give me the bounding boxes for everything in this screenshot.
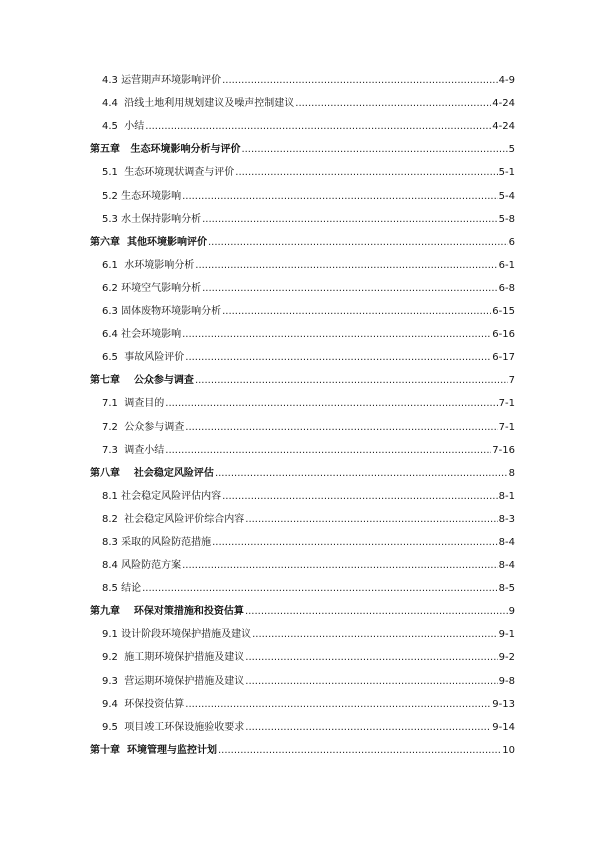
toc-entry-title: 5.3 水土保持影响分析	[102, 213, 202, 225]
toc-page-number-wrap	[492, 98, 515, 110]
toc-leader-dots	[222, 306, 491, 318]
toc-page-number: 6	[508, 236, 515, 248]
toc-leader-dots	[235, 167, 497, 179]
toc-entry-title: 7.3 调查小结	[102, 444, 165, 456]
toc-page-number: 7-1	[498, 421, 515, 433]
toc-page-number: 5	[508, 144, 515, 156]
toc-page-number-wrap	[499, 491, 515, 503]
toc-entry-title: 7.2 公众参与调查	[102, 421, 185, 433]
toc-entry-title: 8.5 结论	[102, 583, 142, 595]
toc-leader-dots	[185, 422, 497, 434]
toc-leader-dots	[182, 329, 491, 341]
toc-entry-title: 9.5 项目竣工环保设施验收要求	[102, 721, 245, 733]
toc-entry-title: 第九章 环保对策措施和投资估算	[90, 606, 244, 618]
toc-page-number: 8-3	[498, 513, 515, 525]
toc-leader-dots	[241, 144, 507, 156]
toc-entry-title: 6.5 事故风险评价	[102, 352, 185, 364]
toc-page-number-wrap	[499, 283, 515, 295]
toc-page-number-wrap	[492, 445, 515, 457]
toc-leader-dots	[252, 629, 498, 641]
toc-page-number: 8-4	[498, 560, 515, 572]
toc-page-number: 7-1	[498, 398, 515, 410]
toc-chapter-entry[interactable]	[0, 138, 595, 161]
toc-chapter-entry[interactable]	[0, 462, 595, 485]
toc-page-number-wrap	[499, 583, 515, 595]
table-of-contents	[0, 69, 595, 762]
toc-leader-dots	[182, 560, 498, 572]
toc-section-entry[interactable]	[0, 300, 595, 323]
toc-entry-title: 第八章 社会稳定风险评估	[90, 467, 214, 479]
toc-page-number: 5-1	[498, 167, 515, 179]
toc-page-number-wrap	[509, 144, 515, 156]
toc-page-number: 4-24	[492, 121, 515, 133]
toc-page-number-wrap	[499, 260, 515, 272]
toc-entry-title: 9.2 施工期环境保护措施及建议	[102, 652, 245, 664]
toc-entry-title: 第五章 生态环境影响分析与评价	[90, 144, 241, 156]
toc-entry-title: 8.3 采取的风险防范措施	[102, 536, 212, 548]
toc-entry-title: 9.4 环保投资估算	[102, 698, 185, 710]
toc-section-entry[interactable]	[0, 693, 595, 716]
toc-entry-title: 7.1 调查目的	[102, 398, 165, 410]
toc-page-number-wrap	[492, 121, 515, 133]
toc-leader-dots	[185, 352, 491, 364]
toc-section-entry[interactable]	[0, 254, 595, 277]
toc-entry-title: 8.2 社会稳定风险评价综合内容	[102, 513, 245, 525]
toc-entry-title: 第十章 环境管理与监控计划	[90, 744, 217, 756]
toc-entry-title: 6.4 社会环境影响	[102, 329, 182, 341]
toc-entry-title: 6.1 水环境影响分析	[102, 259, 195, 271]
toc-section-entry[interactable]	[0, 115, 595, 138]
toc-entry-title: 6.2 环境空气影响分析	[102, 282, 202, 294]
toc-page-number: 5-8	[498, 213, 515, 225]
toc-page-number-wrap	[492, 699, 515, 711]
toc-page-number-wrap	[509, 606, 515, 618]
toc-leader-dots	[222, 75, 498, 87]
toc-section-entry[interactable]	[0, 508, 595, 531]
toc-leader-dots	[142, 583, 498, 595]
toc-section-entry[interactable]	[0, 277, 595, 300]
toc-page-number-wrap	[499, 191, 515, 203]
toc-chapter-entry[interactable]	[0, 739, 595, 762]
toc-leader-dots	[185, 699, 491, 711]
toc-page-number-wrap	[509, 468, 515, 480]
toc-page-number: 4-24	[492, 98, 515, 110]
toc-page-number: 9-2	[498, 652, 515, 664]
toc-page-number-wrap	[499, 75, 515, 87]
toc-page-number: 6-16	[492, 329, 515, 341]
toc-page-number: 4-9	[498, 75, 515, 87]
toc-page-number: 8-4	[498, 536, 515, 548]
toc-leader-dots	[245, 652, 497, 664]
toc-entry-title: 8.1 社会稳定风险评估内容	[102, 490, 222, 502]
toc-entry-title: 5.1 生态环境现状调查与评价	[102, 167, 235, 179]
toc-page-number: 9-1	[498, 629, 515, 641]
toc-page-number: 9-8	[498, 675, 515, 687]
toc-entry-title: 9.3 营运期环境保护措施及建议	[102, 675, 245, 687]
toc-page-number: 5-4	[498, 190, 515, 202]
toc-entry-title: 4.3 运营期声环境影响评价	[102, 75, 222, 87]
toc-chapter-entry[interactable]	[0, 231, 595, 254]
toc-entry-title: 4.4 沿线土地利用规划建议及噪声控制建议	[102, 98, 295, 110]
toc-page-number-wrap	[499, 398, 515, 410]
toc-entry-title: 8.4 风险防范方案	[102, 560, 182, 572]
toc-leader-dots	[165, 445, 491, 457]
toc-section-entry[interactable]	[0, 554, 595, 577]
toc-leader-dots	[295, 98, 491, 110]
toc-page-number-wrap	[499, 214, 515, 226]
toc-page-number-wrap	[492, 722, 515, 734]
toc-leader-dots	[245, 606, 508, 618]
toc-section-entry[interactable]	[0, 485, 595, 508]
toc-leader-dots	[202, 283, 498, 295]
toc-page-number: 10	[502, 744, 515, 756]
toc-entry-title: 4.5 小结	[102, 121, 145, 133]
toc-page-number: 6-8	[498, 282, 515, 294]
toc-section-entry[interactable]	[0, 69, 595, 92]
toc-section-entry[interactable]	[0, 415, 595, 438]
toc-leader-dots	[222, 491, 498, 503]
toc-leader-dots	[165, 398, 497, 410]
toc-leader-dots	[145, 121, 491, 133]
toc-leader-dots	[218, 745, 501, 757]
toc-page-number-wrap	[499, 676, 515, 688]
toc-page-number: 8	[508, 467, 515, 479]
toc-page-number-wrap	[492, 329, 515, 341]
toc-page-number: 6-17	[492, 352, 515, 364]
toc-leader-dots	[195, 260, 497, 272]
toc-section-entry[interactable]	[0, 669, 595, 692]
toc-leader-dots	[202, 214, 498, 226]
toc-leader-dots	[245, 722, 491, 734]
toc-chapter-entry[interactable]	[0, 369, 595, 392]
toc-page-number: 6-15	[492, 306, 515, 318]
toc-page-number: 8-1	[498, 490, 515, 502]
toc-page-number-wrap	[502, 745, 515, 757]
toc-chapter-entry[interactable]	[0, 600, 595, 623]
toc-leader-dots	[245, 676, 497, 688]
toc-section-entry[interactable]	[0, 208, 595, 231]
toc-leader-dots	[212, 537, 498, 549]
toc-page-number: 9	[508, 606, 515, 618]
toc-page-number: 9-14	[492, 721, 515, 733]
toc-page-number-wrap	[499, 167, 515, 179]
toc-section-entry[interactable]	[0, 161, 595, 184]
toc-section-entry[interactable]	[0, 716, 595, 739]
toc-entry-title: 第六章 其他环境影响评价	[90, 236, 207, 248]
toc-page-number-wrap	[499, 537, 515, 549]
toc-leader-dots	[195, 375, 508, 387]
toc-page-number-wrap	[492, 352, 515, 364]
toc-section-entry[interactable]	[0, 92, 595, 115]
toc-section-entry[interactable]	[0, 439, 595, 462]
toc-entry-title: 第七章 公众参与调查	[90, 375, 194, 387]
toc-section-entry[interactable]	[0, 623, 595, 646]
toc-section-entry[interactable]	[0, 323, 595, 346]
toc-section-entry[interactable]	[0, 577, 595, 600]
toc-leader-dots	[215, 468, 508, 480]
toc-page-number-wrap	[499, 422, 515, 434]
toc-page-number-wrap	[499, 514, 515, 526]
toc-entry-title: 9.1 设计阶段环境保护措施及建议	[102, 629, 252, 641]
toc-page-number: 7-16	[492, 444, 515, 456]
toc-page-number-wrap	[492, 306, 515, 318]
toc-page-number: 6-1	[498, 259, 515, 271]
toc-section-entry[interactable]	[0, 531, 595, 554]
toc-page-number-wrap	[499, 652, 515, 664]
toc-section-entry[interactable]	[0, 346, 595, 369]
toc-leader-dots	[182, 191, 498, 203]
toc-entry-title: 5.2 生态环境影响	[102, 190, 182, 202]
toc-page-number: 7	[508, 375, 515, 387]
toc-entry-title: 6.3 固体废物环境影响分析	[102, 306, 222, 318]
toc-leader-dots	[208, 237, 508, 249]
toc-page-number-wrap	[509, 375, 515, 387]
toc-page-number-wrap	[499, 629, 515, 641]
toc-page-number-wrap	[509, 237, 515, 249]
toc-section-entry[interactable]	[0, 646, 595, 669]
toc-section-entry[interactable]	[0, 184, 595, 207]
toc-page-number-wrap	[499, 560, 515, 572]
toc-section-entry[interactable]	[0, 392, 595, 415]
toc-page-number: 8-5	[498, 583, 515, 595]
toc-leader-dots	[245, 514, 497, 526]
toc-page-number: 9-13	[492, 698, 515, 710]
